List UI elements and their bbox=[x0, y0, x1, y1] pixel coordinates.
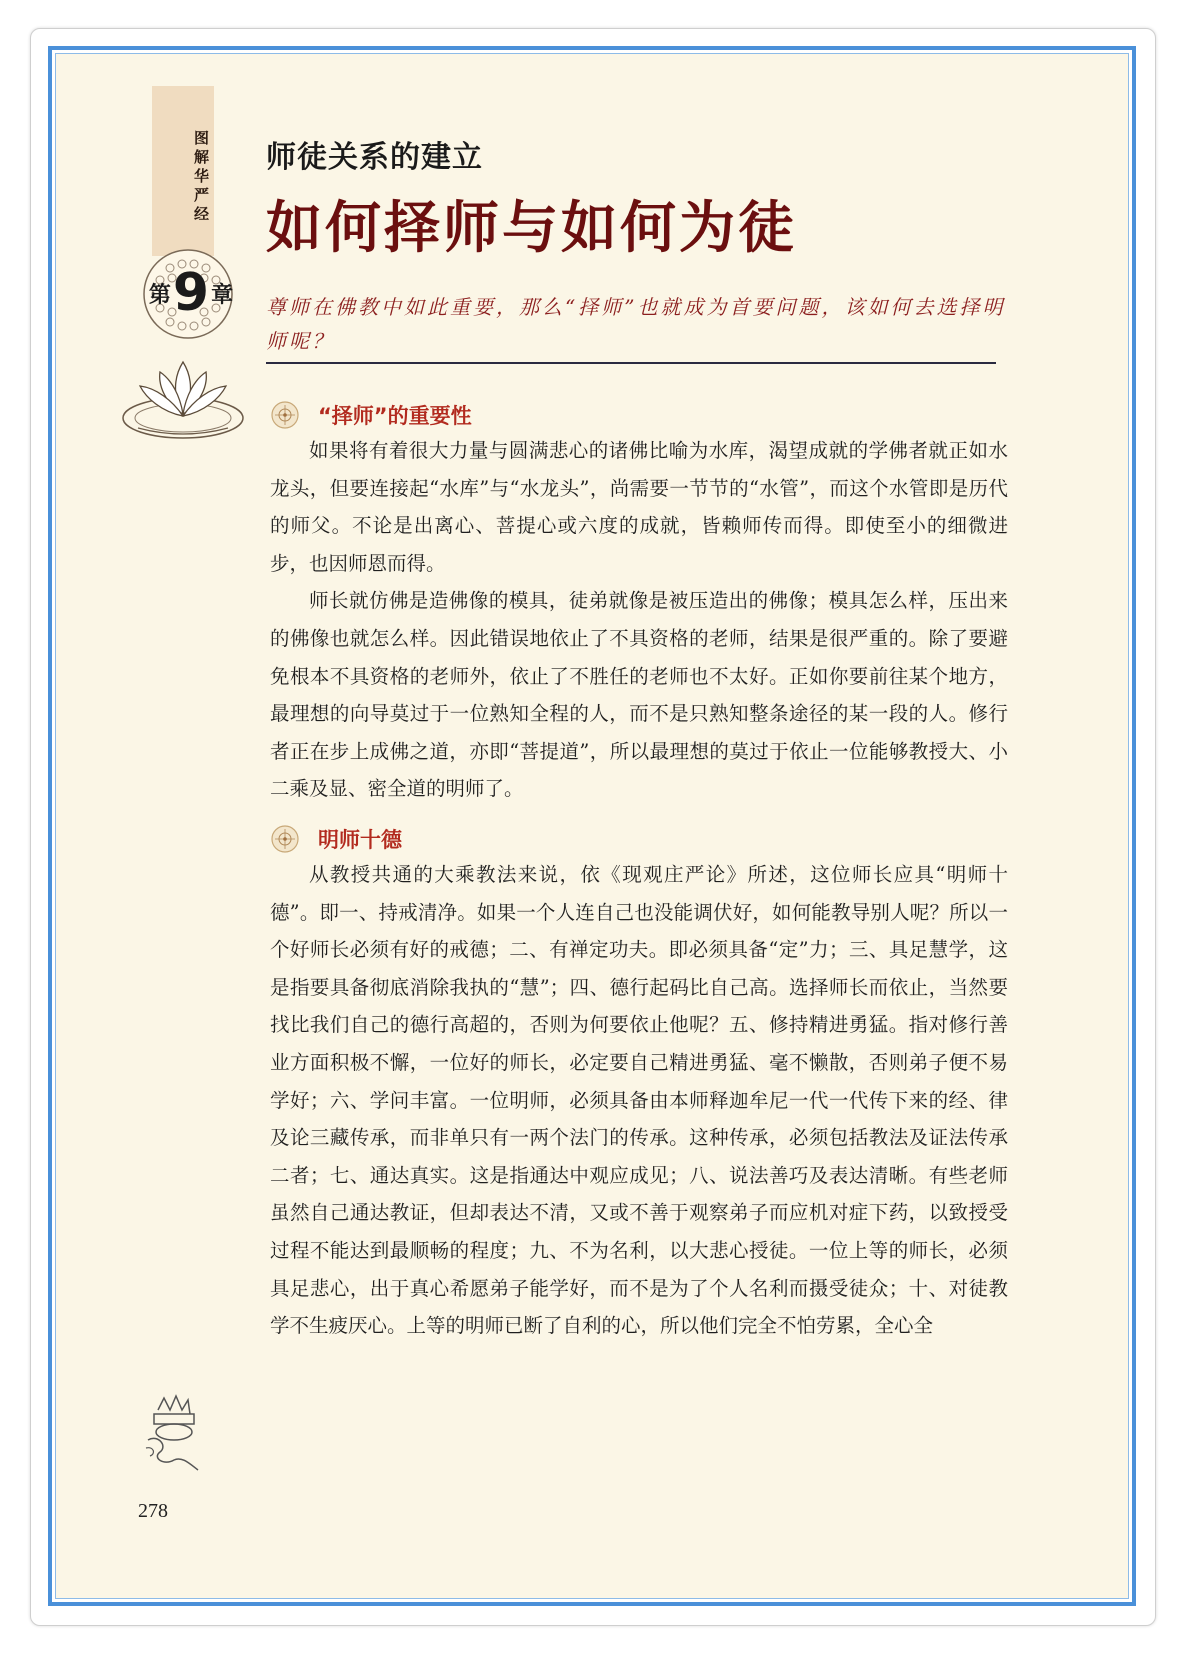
paragraph: 从教授共通的大乘教法来说，依《现观庄严论》所述，这位师长应具“明师十德”。即一、持戒清净。如果一个人连自己也没能调伏好，如何能教导别人呢？所以一个好师长必须有好的戒德；二、有禅定功夫。即必须具备“定”力；三、具足慧学，这是指要具备彻底消除我执的“慧”；四、德行起码比自己高。选择师长而依止，当然要找比我们自己的德行高超的，否则为何要依止他呢？五、修持精进勇猛。指对修行善业方面积极不懈，一位好的师长，必定要自己精进勇猛、毫不懒散，否则弟子便不易学好；六、学问丰富。一位明师，必须具备由本师释迦牟尼一代一代传下来的经、律及论三藏传承，而非单只有一两个法门的传承。这种传承，必须包括教法及证法传承二者；七、通达真实。这是指通达中观应成见；八、说法善巧及表达清晰。有些老师虽然自己通达教证，但却表达不清，又或不善于观察弟子而应机对症下药，以致授受过程不能达到最顺畅的程度；九、不为名利，以大悲心授徒。一位上等的师长，必须具足悲心，出于真心希愿弟子能学好，而不是为了个人名利而摄受徒众；十、对徒教学不生疲厌心。上等的明师已断了自利的心，所以他们完全不怕劳累，全心全 bbox=[270, 863, 1008, 1338]
chapter-label bbox=[136, 263, 246, 323]
dharma-wheel-icon bbox=[270, 824, 300, 854]
page-number: 278 bbox=[138, 1500, 168, 1522]
header-divider bbox=[266, 362, 996, 364]
intro-text: 尊师在佛教中如此重要，那么“择师”也就成为首要问题，该如何去选择明师呢？ bbox=[266, 295, 1006, 353]
lotus-flower-icon bbox=[118, 348, 248, 444]
section-title: “择师”的重要性 bbox=[318, 404, 472, 428]
section-title: 明师十德 bbox=[318, 828, 402, 852]
chapter-suffix: 章 bbox=[211, 282, 234, 308]
series-title: 图解华严经 bbox=[192, 129, 210, 225]
chapter-number: 9 bbox=[172, 263, 210, 323]
paragraph: 如果将有着很大力量与圆满悲心的诸佛比喻为水库，渴望成就的学佛者就正如水龙头，但要连接起“水库”与“水龙头”，尚需要一节节的“水管”，而这个水管即是历代的师父。不论是出离心、菩提心或六度的成就，皆赖师传而得。即使至小的细微进步，也因师恩而得。 bbox=[270, 439, 1008, 575]
section-header bbox=[270, 400, 472, 430]
section-body bbox=[270, 856, 1008, 1345]
cloud-ornament-icon bbox=[138, 1390, 208, 1474]
paragraph: 师长就仿佛是造佛像的模具，徒弟就像是被压造出的佛像；模具怎么样，压出来的佛像也就怎么样。因此错误地依止了不具资格的老师，结果是很严重的。除了要避免根本不具资格的老师外，依止了不胜任的老师也不太好。正如你要前往某个地方，最理想的向导莫过于一位熟知全程的人，而不是只熟知整条途径的某一段的人。修行者正在步上成佛之道，亦即“菩提道”，所以最理想的莫过于依止一位能够教授大、小二乘及显、密全道的明师了。 bbox=[270, 589, 1008, 801]
section-header bbox=[270, 824, 402, 854]
chapter-prefix: 第 bbox=[148, 282, 171, 308]
page-title: 如何择师与如何为徒 bbox=[266, 195, 797, 261]
page-subtitle: 师徒关系的建立 bbox=[266, 140, 483, 175]
dharma-wheel-icon bbox=[270, 400, 300, 430]
section-body bbox=[270, 432, 1008, 808]
